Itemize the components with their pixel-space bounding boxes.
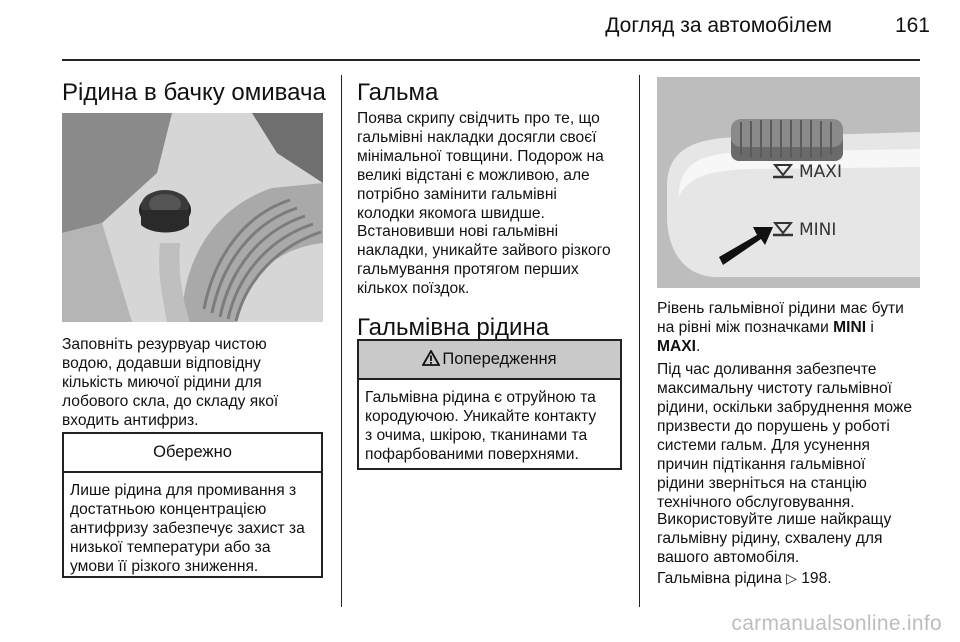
- text-line: Заповніть резурвуар чистою: [62, 336, 267, 353]
- text-span: на рівні між позначками: [657, 319, 834, 336]
- text-line: [657, 569, 927, 588]
- reference-text: Гальмівна рідина: [657, 570, 787, 587]
- text-line: водою, додавши відповідну: [62, 355, 261, 372]
- brake-fluid-level-paragraph: [657, 299, 925, 356]
- text-line: рідини, оскільки забруднення може: [657, 399, 913, 416]
- washer-fluid-paragraph: [62, 335, 332, 430]
- text-line: лобового скла, до складу якої: [62, 393, 279, 410]
- brake-fluid-cleanliness-paragraph: [657, 360, 932, 512]
- warning-text: [359, 380, 620, 464]
- text-span: і: [866, 319, 874, 336]
- text-line: гальмування протягом перших: [357, 261, 579, 278]
- brakes-paragraph-1: [357, 109, 632, 223]
- text-line: накладки, уникайте зайвого різкого: [357, 242, 611, 259]
- reference-page: 198.: [796, 570, 832, 587]
- text-span: .: [695, 338, 701, 355]
- maxi-mark-label: MAXI: [799, 162, 842, 182]
- text-line: [657, 337, 925, 356]
- section-heading-brakes: Гальма: [357, 79, 439, 106]
- text-line: Встановивши нові гальмівні: [357, 223, 559, 240]
- brake-fluid-reservoir-photo: [657, 77, 920, 288]
- maxi-label: MAXI: [657, 338, 696, 355]
- text-line: умови її різкого зниження.: [70, 558, 259, 575]
- text-line: потрібно замінити гальмівні: [357, 186, 557, 203]
- text-line: Використовуйте лише найкращу: [657, 511, 892, 528]
- text-line: максимальну чистоту гальмівної: [657, 380, 892, 397]
- text-line: причин підтікання гальмівної: [657, 456, 866, 473]
- caution-title: Обережно: [64, 434, 321, 473]
- text-line: великі відстані є можливою, але: [357, 167, 590, 184]
- text-line: пофарбованими поверхнями.: [365, 446, 579, 463]
- text-line: вашого автомобіля.: [657, 549, 800, 566]
- running-header-title: Догляд за автомобілем: [605, 14, 832, 37]
- text-line: рідини зверніться на станцію: [657, 475, 867, 492]
- text-line: гальмівні накладки досягли своєї: [357, 129, 597, 146]
- text-line: Під час доливання забезпечте: [657, 361, 877, 378]
- text-line: Лише рідина для промивання з: [70, 482, 297, 499]
- text-line: [657, 318, 925, 337]
- washer-reservoir-photo: [62, 113, 323, 322]
- warning-title: Попередження: [442, 350, 557, 368]
- section-heading-brake-fluid: Гальмівна рідина: [357, 314, 550, 341]
- page-number: 161: [894, 14, 930, 37]
- caution-text: [64, 473, 321, 576]
- text-line: достатньою концентрацією: [70, 501, 267, 518]
- text-line: колодки якомога швидше.: [357, 205, 545, 222]
- text-line: Гальмівна рідина є отруйною та: [365, 389, 596, 406]
- text-line: кількох поїздок.: [357, 280, 470, 297]
- text-line: Поява скрипу свідчить про те, що: [357, 110, 600, 127]
- section-heading-washer-fluid: Рідина в бачку омивача: [62, 79, 326, 106]
- page-reference-icon: ▷: [786, 570, 797, 586]
- washer-reservoir-illustration: [62, 113, 323, 322]
- mini-label: MINI: [833, 319, 867, 336]
- caution-box: [62, 432, 323, 578]
- warning-triangle-icon: [422, 350, 440, 366]
- column-divider: [341, 75, 342, 607]
- header-rule: [62, 59, 920, 61]
- text-line: низької температури або за: [70, 539, 271, 556]
- mini-mark-label: MINI: [799, 220, 837, 240]
- text-line: мінімальної товщини. Подорож на: [357, 148, 604, 165]
- text-line: гальмівну рідину, схвалену для: [657, 530, 883, 547]
- text-line: кількість миючої рідини для: [62, 374, 262, 391]
- text-line: кородуючою. Уникайте контакту: [365, 408, 597, 425]
- warning-header: [359, 341, 620, 380]
- text-line: Рівень гальмівної рідини має бути: [657, 300, 904, 317]
- watermark: carmanualsonline.info: [731, 612, 942, 635]
- column-divider: [639, 75, 640, 607]
- warning-box: [357, 339, 622, 470]
- text-line: антифризу забезпечує захист за: [70, 520, 305, 537]
- text-line: системи гальм. Для усунення: [657, 437, 870, 454]
- brake-fluid-page-reference[interactable]: [657, 569, 927, 588]
- text-line: з очима, шкірою, тканинами та: [365, 427, 588, 444]
- text-line: входить антифриз.: [62, 412, 199, 429]
- text-line: призвести до порушень у роботі: [657, 418, 890, 435]
- text-line: технічного обслуговування.: [657, 494, 855, 511]
- brake-fluid-quality-paragraph: [657, 510, 932, 567]
- brakes-paragraph-2: [357, 222, 632, 298]
- brake-fluid-reservoir-illustration: [657, 77, 920, 288]
